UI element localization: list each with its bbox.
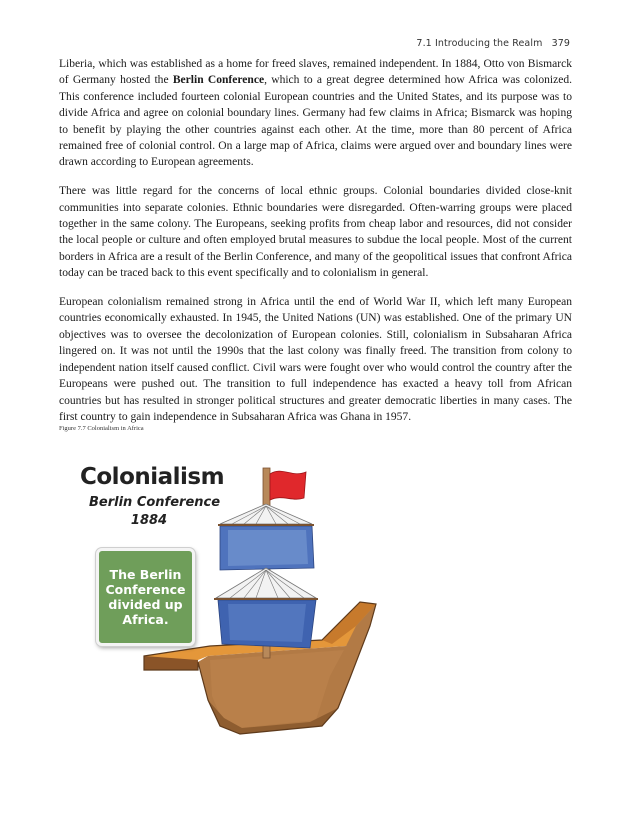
paragraph-1: Liberia, which was established as a home for freed slaves, remained independent. In 1884, Otto von Bismarck of Germany hosted the Berlin Conference, which to a great degree determined how Africa was colonized. This conference included fourteen colonial European countries and the United States, and its purpose was to divide Africa and agree on colonial boundary lines. Germany had few claims in Africa; Bismarck was hoping to benefit by playing the other countries against each other. At the time, more than 80 percent of Africa remained free of colonial control. On a large map of Africa, claims were argued over and boundary lines were drawn according to European agreements. [59, 58, 573, 169]
page-number: 379 [551, 38, 570, 49]
info-card-text: The Berlin Conference divided up Africa. [105, 567, 186, 627]
term-berlin-conference: Berlin Conference [172, 74, 265, 87]
running-head [416, 38, 570, 49]
body-text [59, 56, 572, 438]
paragraph-3: European colonialism remained strong in Africa until the end of World War II, which left many European countries economically exhausted. In 1945, the United Nations (UN) was established. One of the primary UN objectives was to oversee the decolonization of European colonies. Still, colonialism in Subsaharan Africa lingered on. It was not until the 1990s that the last colony was finally freed. The transition from colony to independent nation itself caused conflict. Civil wars were fought over who would control the country after the Europeans were pushed out. The transition to full independence has exacted a heavy toll from African countries but has resulted in stronger political structures and greater democratic liberties in many cases. The first country to gain independence in Subsaharan Africa was Ghana in 1957. [59, 296, 572, 423]
figure-subtitle: Berlin Conference [89, 495, 221, 510]
figure-caption: Figure 7.7 Colonialism in Africa [59, 425, 144, 432]
figure-year: 1884 [130, 513, 168, 528]
figure-title: Colonialism [80, 464, 225, 490]
section-title: 7.1 Introducing the Realm [416, 38, 543, 49]
paragraph-2: There was little regard for the concerns of local ethnic groups. Colonial boundaries divided close-knit communities into separate colonies. Ethnic boundaries were disregarded. Often-warring groups were placed together in the same colony. The Europeans, seeking profits from cheap labor and resources, did not consider the local people or culture and often employed brutal measures to subdue the local people. Most of the current borders in Africa are a result of the Berlin Conference, and many of the geopolitical issues that confront Africa today can be traced back to this event specifically and to colonialism in general. [59, 185, 572, 280]
info-card [96, 548, 195, 646]
colonialism-figure [60, 450, 400, 750]
